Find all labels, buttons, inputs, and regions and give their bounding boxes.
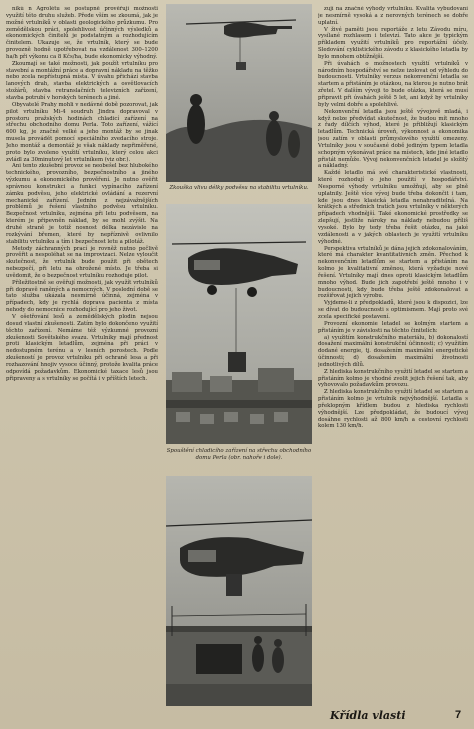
photo-caption: Spouštění chladicího zařízení na střechu obchodního domu Perla (obr. nahoře i dole). (166, 448, 312, 461)
paragraph: Ani tento zkušební provoz se neobešel bez hlubokého technického, provozního, bezpečnostního a jiného výzkumu a ekonomického prověření. Je nutno ověřit správnou konstrukci a funkci vypínacího zařízení zámku podvěsu, jeho elektrické ovládání a rezervní mechanické zařízení. Jedním z nejzávažnějších problémů je řešení vlastního podvěsu vrtulníku. Bezpečnost vrtulníku, zejména při letu podvěsem, na kterém je připevněn náklad, by se mohl zvýšit. Na druhé straně je totiž nosnost délka nezávisle na rozkývání břemen, které by nepříznivě ovlivnilo stabilitu vrtulníku a tím i bezpečnost letu a pilotáž. (6, 163, 158, 245)
photo-helicopter-over-city (166, 204, 312, 444)
photo-helicopter-suspended-load (166, 4, 312, 182)
article-column-left (6, 6, 158, 706)
paragraph: Příležitostně se ověřují možnosti, jak využít vrtulníků při dopravě raněných a nemocných. V poslední době se tato služba ukázala nesmírně účinná, zejména v případech, kdy je rychlá doprava pacienta z místa nehody do nemocnice rozhodující pro jeho život. (6, 279, 158, 314)
paragraph: nikú n Agrolétu se postupně prověřují možnosti využití této druhu služeb. Přede vším se zkoumá, jak je možné vrtulníků v oblasti geologického průzkumu. Pro zemědělskou práci, spolehlivost účinných výsledků a ekonomických činitelů je podstatným a rozhodujícím činitelem. Ukazuje se, že vrtulník, který se bude provozně hodně upotřebovat na vzdálenost 300–1200 ha/h při výkonu ca 8 Kčs/ha, bude ekonomicky výhodný. (6, 6, 158, 60)
paragraph: Vyjdeme-li z předpokladů, které jsou k dispozici, lze se dívat do budoucnosti s optimismem. Mají proto své zcela specifické postavení. (318, 300, 468, 320)
paragraph: Každé letadlo má své charakteristické vlastnosti, které rozhodují o jeho použití v hospodářství. Nesporné výhody vrtulníku umožňují, aby se plně uplatnily. Ještě více vývoj bude třeba dokončit i tam, kde jsou dnes klasická letadla nenahraditelná. Na krátkých a středních tratích jsou vrtulníky v některých případech vhodnější. Také ekonomické prostředky se zlepšují, jestliže nároky na náklady nebudou příliš vysoké. Bylo by tedy třeba řešit otázku, na jaké vzdálenosti a v jakých oblastech je využití vrtulníku výhodné. (318, 170, 468, 245)
paragraph: Metody záchranných prací je rovněž nutno pečlivě prověřit a nespoléhat se na improvizaci. Nelze vyloučit skutečnost, že vrtulník bude použit při obětech nebezpečí, při letu na ohrožené místo. Je třeba si uvědomit, že o bezpečnost vrtulníku rozhoduje pilot. (6, 245, 158, 279)
paragraph: V ošetřování lesů a zemědělských plodin nejsou dosud vlastní zkušenosti. Zatím bylo dokončeno využití těchto zařízení. Nemáme též výzkumné provozní zkušenosti Sovětského svazu. Vrtulníky mají přednost proti klasickým letadlům, zejména při práci v nedostupném terénu a v lesních porostech. Podle zkušeností je provoz vrtulníku při ochraně lesa a při rozhazování hnojiv vysoce účinný, protože kvalita práce odpovídá požadavkům. Ekonomické taxace lesů jsou připraveny a s vrtulníky se počítá i v příštích letech. (6, 313, 158, 382)
paragraph: Provozní ekonomie letadel se kolmým startem a přistáním je v závislosti na těchto činitelích: (318, 320, 468, 334)
paragraph: Z hlediska konstrukčního využití letadel se startem a přistáním kolmo je vhodné zvolit jejich řešení tak, aby vyhovovalo požadavkům provozu. (318, 368, 468, 389)
paragraph: Zkoumají se také možnosti, jak použít vrtulníku pro stavební a montážní práce a dopravní nákladu na těžko nebo zcela nepřístupná místa. V úvahu přichází stavba lanových drah, stavba elektrických a osvětlovacích stožárů, stavba retranslačních televizních zařízení, stavba potrubí v horských terénech a jiné. (6, 60, 158, 101)
paragraph: a) využitím konstrukčního materiálu, b) dokonalostí dosažení maximální konstrukční účinnosti; c) využitím dodané energie, tj. dosažením maximální energetické účinnosti; d) dosažením maximální životnosti jednotlivých dílů. (318, 334, 468, 368)
photo-caption: Zkouška vlivu délky podvěsu na stabilitu vrtulníku. (169, 185, 309, 191)
paragraph: Perspektiva vrtulníků je dána jejich zdokonalováním, které má charakter kvantitativních změn. Přechod k nekonvenčním letadlům se startem a přistáním na kolmo je kvalitativní změnou, která vyžaduje nové řešení. Vrtulníky mají dnes oproti klasickým letadlům mnoho výhod. Bude jich zapotřebí ještě mnoho i v budoucnosti, kdy bude třeba ještě zdokonalovat a rozšiřovat jejich výrobu. (318, 245, 468, 300)
magazine-title: Křídla vlasti (330, 709, 406, 722)
paragraph: V živé paměti jsou reportáže z letu Závodu míru, vysílané rozhlasem i televizí. Tato akce je typickým příkladem využití vrtulníků pro reportážní účely. Sledování cyklistického závodu z klasického letadla by bylo mnohem obtížnější. (318, 26, 468, 60)
photo-helicopter-on-rooftop (166, 476, 312, 706)
paragraph: Při úvahách o možnostech využití vrtulníků v národním hospodářství se nelze izolovat od výhledu do budoucnosti. Vrtulníky verzus nekonvenční letadla se startem a přistáním je otázkou, na kterou je nutno brát zřetel. V dalším vývoji to bude otázka, která se musí připravit při úvahách ještě 5 let, ani když by vrtulníky byly velmi dobře a spolehlivé. (318, 60, 468, 108)
page-number: 7 (455, 709, 462, 721)
paragraph: zují na značné výhody vrtulníku. Kvalita vybudovaní je nesmírně vysoká a z nerovných terénech se dobře uplatní. (318, 6, 468, 26)
paragraph: Nekonvenční letadla jsou ještě vývojově mladá, i když nelze předvídat skutečnost, že budou mít mnoho z řady dílčích výhod, které je přibližují klasickým letadlům. Technická úroveň, výkonnost a ekonomika jsou zatím v oblasti průmyslového využití omezeny. Vrtulníky jsou v současné době jediným typem letadla schopným vykonávat práce na místech, kde jiné letadlo přistát nemůže. Vývoj nekonvenčních letadel je složitý a nákladný. (318, 108, 468, 170)
paragraph: Obyvatelé Prahy mohli v nedávné době pozorovat, jak pilot vrtulníku Mi-4 soudruh Jindra dopravoval v prostoru pražských hodinách chladicí zařízení na střechu obchodního domu Perla. Toto zařízení, vážící 600 kg, je značně velké a jeho montáž by se jinak musela provádět pomocí speciálního zvedacího stroje. Jeho montáž a demontáž je však náklady nepřiměřené, proto bylo zvoleno využití vrtulníku, který celou akci zvládl za 30minutový let vrtulníkem (viz obr.). (6, 101, 158, 163)
article-column-right (318, 6, 468, 696)
paragraph: Z hlediska konstrukčního využití letadel se startem a přistáním kolmo je vrtulník nejvýhodnější. Letadla s překlopným křídlem budou z hlediska rychlosti výhodnější. Lze předpokládat, že budoucí vývoj dosáhne rychlosti až 800 km/h a cestovní rychlosti kolem 130 km/h. (318, 389, 468, 430)
